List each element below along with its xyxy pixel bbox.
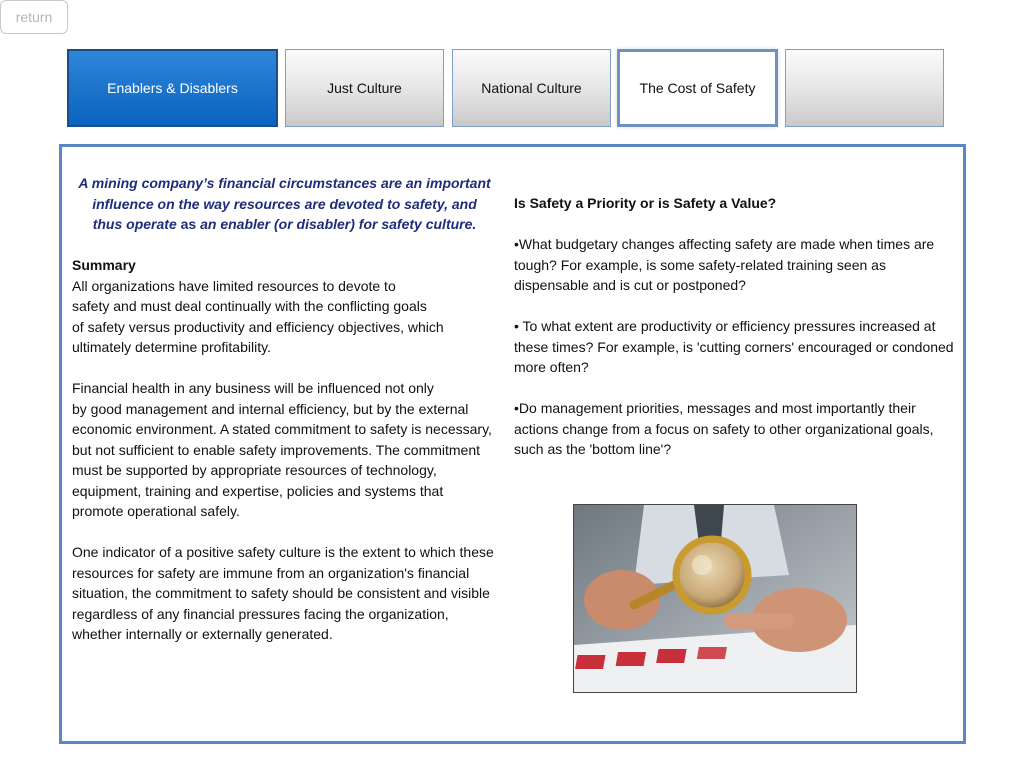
intro-text-2: an enabler (or disabler) for safety culture. [196, 216, 477, 232]
magnifying-glass-photo [573, 504, 857, 693]
bullet-item: •What budgetary changes affecting safety are made when times are tough? For example, is some safety-related training seen as dispensable and is cut or postponed? [514, 236, 935, 293]
tab-cost-of-safety[interactable] [617, 49, 778, 127]
question-heading: Is Safety a Priority or is Safety a Value? [514, 195, 777, 211]
bullet-item: •Do management priorities, messages and most importantly their actions change from a focus on safety to other organizational goals, such as the 'bottom line'? [514, 400, 934, 457]
intro-statement [72, 173, 497, 235]
return-button[interactable]: return [0, 0, 68, 34]
summary-paragraph-2: Financial health in any business will be influenced not only by good management and internal efficiency, but by the external economic environment. A stated commitment to safety is necessary, but not sufficient to enable safety improvements. The commitment must be supported by appropriate resources of technology, equipment, training and expertise, policies and systems that promote operational safely. [72, 380, 492, 519]
intro-text-1: A mining company’s financial circumstances are an important influence on the way resources are devoted to safety, and thus operate [78, 175, 491, 232]
intro-text-plain: as [180, 216, 197, 232]
tab-label: National Culture [481, 80, 582, 96]
right-column [514, 193, 959, 460]
summary-heading: Summary [72, 257, 136, 273]
tab-label: Just Culture [327, 80, 402, 96]
summary-paragraph-3: One indicator of a positive safety culture is the extent to which these resources for safety are immune from an organization's financial situation, the commitment to safety should be consistent and visible regardless of any financial pressures facing the organization, whether internally or externally generated. [72, 544, 494, 642]
tab-label: The Cost of Safety [639, 80, 756, 96]
tab-just-culture[interactable] [285, 49, 444, 127]
tab-label: Enablers & Disablers [107, 80, 238, 96]
bullet-item: • To what extent are productivity or efficiency pressures increased at these times? For example, is 'cutting corners' encouraged or condoned more often? [514, 318, 954, 375]
content-panel [59, 144, 966, 744]
tab-national-culture[interactable] [452, 49, 611, 127]
tab-enablers-disablers[interactable] [67, 49, 278, 127]
left-column [72, 173, 497, 645]
summary-paragraph-1: All organizations have limited resources to devote to safety and must deal continually with the conflicting goals of safety versus productivity and efficiency objectives, which ultimately determine profitability. [72, 277, 444, 355]
tab-empty[interactable] [785, 49, 944, 127]
